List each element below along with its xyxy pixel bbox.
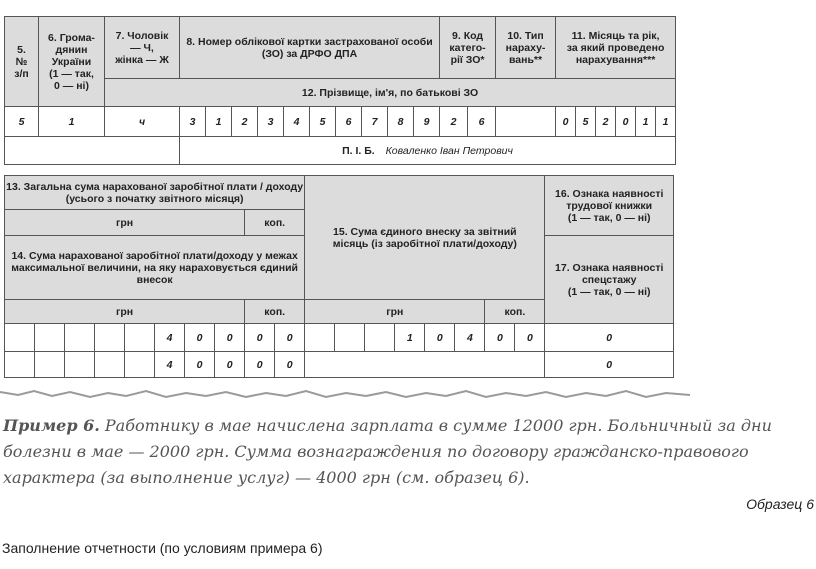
grn-digit[interactable]: 4: [155, 324, 185, 352]
blank-cell: [305, 352, 545, 378]
value-row: [5, 352, 674, 378]
value-17[interactable]: 0: [545, 352, 674, 378]
grn-digit[interactable]: 4: [155, 352, 185, 378]
header-5: 5. № з/п: [5, 17, 39, 107]
grn-digit[interactable]: 1: [395, 324, 425, 352]
grn-digit[interactable]: 4: [455, 324, 485, 352]
month-year-digit[interactable]: 5: [576, 107, 596, 137]
pib-value: Коваленко Іван Петрович: [385, 144, 513, 157]
example-text: Работнику в мае начислена зарплата в сумме 12000 грн. Больничный за дни болезни в мае — 2000 грн. Сумма вознаграждения по договору гражданско-правового характера (за выполнение услуг) — 4000 грн (см. образец 6).: [3, 416, 772, 487]
header-7: 7. Чоловік — Ч, жінка — Ж: [105, 17, 180, 79]
cell-type[interactable]: [496, 107, 556, 137]
month-year-digit[interactable]: 0: [556, 107, 576, 137]
cell-gender[interactable]: ч: [105, 107, 180, 137]
grn-digit[interactable]: [95, 324, 125, 352]
grn-digit[interactable]: [95, 352, 125, 378]
header-13: 13. Загальна сума нарахованої заробітної плати / доходу (усього з початку звітного місяця): [5, 176, 305, 210]
grn-digit[interactable]: 0: [215, 324, 245, 352]
header-12: 12. Прізвище, ім'я, по батькові ЗО: [105, 79, 676, 107]
header-15: 15. Сума єдиного внеску за звітний місяць (із заробітної плати/доходу): [305, 176, 545, 300]
torn-edge-decoration: [0, 388, 690, 402]
grn-digit[interactable]: [125, 324, 155, 352]
header-11: 11. Місяць та рік, за який проведено нарахування***: [556, 17, 676, 79]
id-digit[interactable]: 8: [388, 107, 414, 137]
grn-digit[interactable]: [35, 352, 65, 378]
example-paragraph: [3, 413, 813, 491]
month-year-digit[interactable]: 2: [596, 107, 616, 137]
grn-digit[interactable]: [365, 324, 395, 352]
grn-digit[interactable]: [5, 324, 35, 352]
month-year-digit[interactable]: 1: [636, 107, 656, 137]
value-row: [5, 324, 674, 352]
pib-label: П. І. Б.: [342, 144, 375, 157]
example-label: Пример 6.: [3, 416, 100, 435]
blank-cell: [5, 137, 180, 165]
header-9: 9. Код катего- рії ЗО*: [440, 17, 496, 79]
header-17: 17. Ознака наявності спецстажу (1 — так, 0 — ні): [545, 236, 674, 324]
grn-digit[interactable]: [305, 324, 335, 352]
id-digit[interactable]: 5: [310, 107, 336, 137]
id-digit[interactable]: 4: [284, 107, 310, 137]
id-digit[interactable]: 3: [258, 107, 284, 137]
grn-digit[interactable]: 0: [185, 352, 215, 378]
grn-digit[interactable]: [65, 352, 95, 378]
header-10: 10. Тип нараху- вань**: [496, 17, 556, 79]
kop-digit[interactable]: 0: [245, 324, 275, 352]
value-16[interactable]: 0: [545, 324, 674, 352]
cell-num[interactable]: 5: [5, 107, 39, 137]
insured-person-table: [4, 16, 676, 165]
id-digit[interactable]: 2: [232, 107, 258, 137]
header-14: 14. Сума нарахованої заробітної плати/доходу у межах максимальної величини, на яку нараховується єдиний внесок: [5, 236, 305, 300]
grn-digit[interactable]: [335, 324, 365, 352]
label-grn: грн: [5, 210, 245, 236]
header-6: 6. Грома- дянин України (1 — так, 0 — ні): [39, 17, 105, 107]
grn-digit[interactable]: [35, 324, 65, 352]
id-digit[interactable]: 9: [414, 107, 440, 137]
grn-digit[interactable]: [125, 352, 155, 378]
label-kop: коп.: [245, 210, 305, 236]
kop-digit[interactable]: 0: [515, 324, 545, 352]
id-digit[interactable]: 7: [362, 107, 388, 137]
header-8: 8. Номер облікової картки застрахованої особи (ЗО) за ДРФО ДПА: [180, 17, 440, 79]
kop-digit[interactable]: 0: [485, 324, 515, 352]
header-16: 16. Ознака наявності трудової книжки (1 — так, 0 — ні): [545, 176, 674, 236]
grn-digit[interactable]: 0: [215, 352, 245, 378]
grn-digit[interactable]: [5, 352, 35, 378]
pib-field[interactable]: [180, 137, 676, 165]
caption: Заполнение отчетности (по условиям примера 6): [2, 540, 323, 556]
month-year-digit[interactable]: 1: [656, 107, 676, 137]
id-digit[interactable]: 1: [206, 107, 232, 137]
id-digit[interactable]: 6: [336, 107, 362, 137]
grn-digit[interactable]: 0: [185, 324, 215, 352]
grn-digit[interactable]: [65, 324, 95, 352]
cell-citizen[interactable]: 1: [39, 107, 105, 137]
kop-digit[interactable]: 0: [275, 352, 305, 378]
label-grn: грн: [305, 300, 485, 324]
kop-digit[interactable]: 0: [275, 324, 305, 352]
sample-label: Образец 6: [746, 496, 814, 512]
label-grn: грн: [5, 300, 245, 324]
kop-digit[interactable]: 0: [245, 352, 275, 378]
id-digit[interactable]: 3: [180, 107, 206, 137]
person-row: [5, 107, 676, 137]
month-year-digit[interactable]: 0: [616, 107, 636, 137]
earnings-table: [4, 175, 674, 378]
category-digit[interactable]: 2: [440, 107, 468, 137]
label-kop: коп.: [245, 300, 305, 324]
category-digit[interactable]: 6: [468, 107, 496, 137]
label-kop: коп.: [485, 300, 545, 324]
grn-digit[interactable]: 0: [425, 324, 455, 352]
